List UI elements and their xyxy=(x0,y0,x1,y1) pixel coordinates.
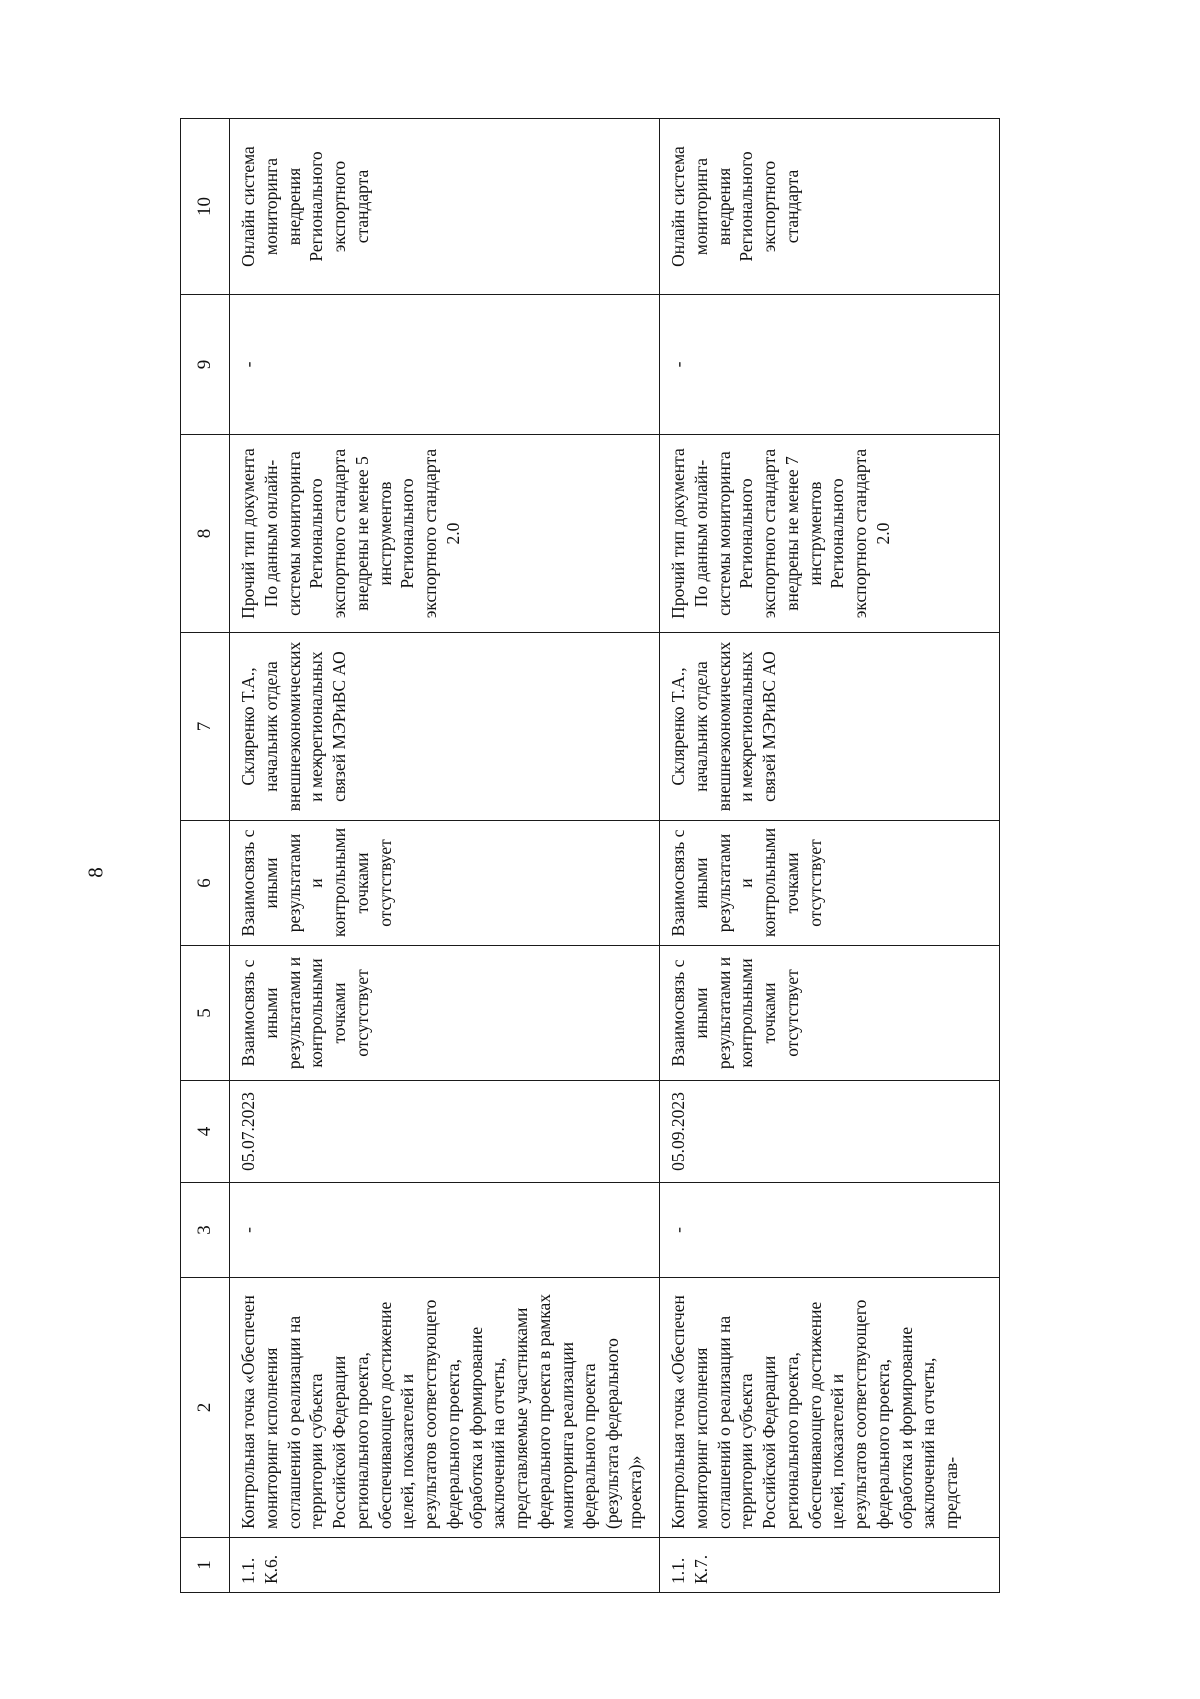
header-cell-1: 1 xyxy=(181,1538,230,1593)
header-cell-4: 4 xyxy=(181,1081,230,1183)
row-col3: - xyxy=(660,1183,1000,1278)
row-system: Онлайн система мониторинга внедрения Регионального экспортного стандарта xyxy=(230,119,660,295)
header-cell-3: 3 xyxy=(181,1183,230,1278)
row-document: Прочий тип документа По данным онлайн-системы мониторинга Регионального экспортного стандарта внедрены не менее 7 инструментов Регионального экспортного стандарта 2.0 xyxy=(660,435,1000,633)
row-date: 05.09.2023 xyxy=(660,1081,1000,1183)
header-row xyxy=(181,119,230,1593)
header-cell-5: 5 xyxy=(181,946,230,1081)
header-cell-10: 10 xyxy=(181,119,230,295)
header-cell-7: 7 xyxy=(181,633,230,821)
row-description: Контрольная точка «Обеспечен мониторинг исполнения соглашений о реализации на территории субъекта Российской Федерации регионального проекта, обеспечивающего достижение целей, показателей и результатов соответствующего федерального проекта, обработка и формирование заключений на отчеты, представ- xyxy=(660,1278,1000,1538)
row-responsible: Скляренко Т.А., начальник отдела внешнеэкономических и межрегиональных связей МЭРиВС АО xyxy=(230,633,660,821)
row-col9: - xyxy=(660,295,1000,435)
control-points-table xyxy=(180,118,1000,1593)
row-id: 1.1. К.6. xyxy=(230,1538,660,1593)
page-number: 8 xyxy=(83,867,108,878)
row-description: Контрольная точка «Обеспечен мониторинг исполнения соглашений о реализации на территории субъекта Российской Федерации регионального проекта, обеспечивающего достижение целей, показателей и результатов соответствующего федерального проекта, обработка и формирование заключений на отчеты, представляемые участниками федерального проекта в рамках мониторинга реализации федерального проекта (результата федерального проекта)» xyxy=(230,1278,660,1538)
row-responsible: Скляренко Т.А., начальник отдела внешнеэкономических и межрегиональных связей МЭРиВС АО xyxy=(660,633,1000,821)
header-cell-2: 2 xyxy=(181,1278,230,1538)
header-cell-6: 6 xyxy=(181,821,230,946)
table-row xyxy=(230,119,660,1593)
row-system: Онлайн система мониторинга внедрения Регионального экспортного стандарта xyxy=(660,119,1000,295)
row-id: 1.1. К.7. xyxy=(660,1538,1000,1593)
rotated-table-container xyxy=(180,119,1000,1593)
table-row xyxy=(660,119,1000,1593)
row-col6: Взаимосвязь с иными результатами и контрольными точками отсутствует xyxy=(230,821,660,946)
row-col6: Взаимосвязь с иными результатами и контрольными точками отсутствует xyxy=(660,821,1000,946)
row-document: Прочий тип документа По данным онлайн-системы мониторинга Регионального экспортного стандарта внедрены не менее 5 инструментов Регионального экспортного стандарта 2.0 xyxy=(230,435,660,633)
header-cell-8: 8 xyxy=(181,435,230,633)
row-date: 05.07.2023 xyxy=(230,1081,660,1183)
row-col3: - xyxy=(230,1183,660,1278)
row-col5: Взаимосвязь с иными результатами и контрольными точками отсутствует xyxy=(660,946,1000,1081)
header-cell-9: 9 xyxy=(181,295,230,435)
row-col5: Взаимосвязь с иными результатами и контрольными точками отсутствует xyxy=(230,946,660,1081)
row-col9: - xyxy=(230,295,660,435)
